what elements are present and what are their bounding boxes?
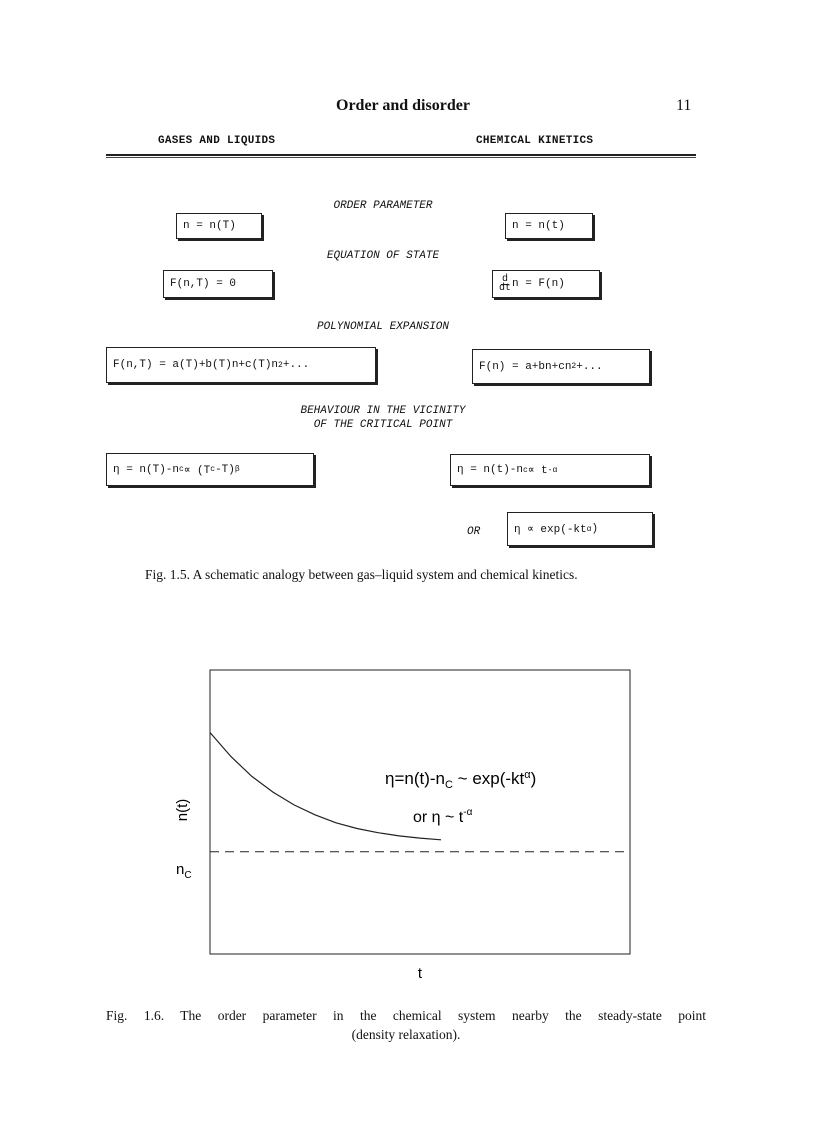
box-gas-poly-main: F(n,T) = a(T)+b(T)n+c(T)n <box>113 359 279 371</box>
box-kinetics-polynomial <box>472 349 650 384</box>
box-gas-crit-sub2: c <box>210 465 216 474</box>
annotation-power-law <box>413 807 473 826</box>
derivative-denominator: dt <box>499 282 512 294</box>
column-heading-gases: GASES AND LIQUIDS <box>158 135 276 147</box>
box-kinetics-state-text: n = F(n) <box>512 278 565 290</box>
box-gas-crit-c: -T) <box>215 463 235 476</box>
annotation-formula <box>385 769 536 791</box>
box-kinetics-order-text: n = n(t) <box>512 220 565 232</box>
label-polynomial-expansion: POLYNOMIAL EXPANSION <box>316 321 450 333</box>
figure-1-6-caption-line2: (density relaxation). <box>351 1027 461 1042</box>
box-kinetics-equation-of-state <box>492 270 600 298</box>
annotation-formula-a: η=n(t)-n <box>385 769 445 788</box>
box-kin-exp-b: ) <box>591 523 599 535</box>
box-gas-order-parameter <box>176 213 262 239</box>
box-gas-state-text: F(n,T) = 0 <box>170 278 237 290</box>
box-gas-equation-of-state <box>163 270 273 298</box>
figure-1-6-caption-line1: Fig. 1.6. The order parameter in the chemical system nearby the steady-state point <box>106 1008 706 1023</box>
derivative-fraction <box>499 273 512 294</box>
box-gas-poly-tail: +... <box>282 359 310 371</box>
steady-state-label-n: n <box>176 860 185 878</box>
box-kin-poly-exponent: 2 <box>571 362 577 371</box>
box-kinetics-exponential <box>507 512 653 546</box>
box-kin-crit-sub: c <box>523 465 528 475</box>
label-equation-of-state: EQUATION OF STATE <box>326 250 440 262</box>
page-number: 11 <box>676 97 692 114</box>
box-gas-order-text: n = n(T) <box>183 220 236 232</box>
annotation-formula-sub: C <box>445 779 453 791</box>
box-kin-exp-a: η ∝ exp(-kt <box>514 524 587 536</box>
steady-state-label <box>176 861 192 881</box>
box-kin-crit-a: η = n(t)-n <box>457 464 524 476</box>
box-kinetics-critical <box>450 454 650 486</box>
box-kin-poly-tail: +... <box>576 360 603 373</box>
label-order-parameter: ORDER PARAMETER <box>333 200 433 212</box>
y-axis-label: n(t) <box>174 798 191 822</box>
box-gas-crit-a: η = n(T)-n <box>113 463 180 476</box>
header-rule <box>106 154 696 156</box>
figure-1-5-caption: Fig. 1.5. A schematic analogy between gas–liquid system and chemical kinetics. <box>145 567 578 582</box>
box-gas-crit-b: ∝ (T <box>183 464 211 477</box>
box-kin-poly-main: F(n) = a+bn+cn <box>479 360 572 373</box>
box-gas-poly-exponent: 2 <box>278 360 283 370</box>
annotation-power-law-a: or η ~ t <box>413 809 464 826</box>
column-heading-kinetics: CHEMICAL KINETICS <box>476 135 594 147</box>
box-kin-crit-b: ∝ t <box>527 465 548 477</box>
annotation-formula-c: ) <box>530 769 537 788</box>
box-kin-crit-exponent: -α <box>547 465 558 475</box>
header-rule-thin <box>106 157 696 158</box>
page-title: Order and disorder <box>336 97 470 114</box>
label-behaviour-line1: BEHAVIOUR IN THE VICINITY <box>300 405 466 417</box>
box-gas-polynomial <box>106 347 376 383</box>
box-gas-critical <box>106 453 314 486</box>
running-head <box>0 97 816 119</box>
box-kinetics-order-parameter <box>505 213 593 239</box>
label-behaviour-line2: OF THE CRITICAL POINT <box>313 419 453 431</box>
label-or: OR <box>467 526 481 538</box>
derivative-numerator: d <box>502 273 509 285</box>
annotation-formula-sup: α <box>524 769 531 781</box>
annotation-formula-b: ~ exp(-kt <box>452 769 525 788</box>
figure-1-6-chart <box>0 660 816 990</box>
x-axis-label: t <box>417 965 423 982</box>
box-kin-exp-exponent: α <box>586 524 592 534</box>
box-gas-crit-sub1: c <box>179 465 184 474</box>
box-gas-crit-exponent: β <box>234 465 240 474</box>
steady-state-label-sub: C <box>184 869 192 881</box>
annotation-power-law-sup: -α <box>463 807 473 818</box>
